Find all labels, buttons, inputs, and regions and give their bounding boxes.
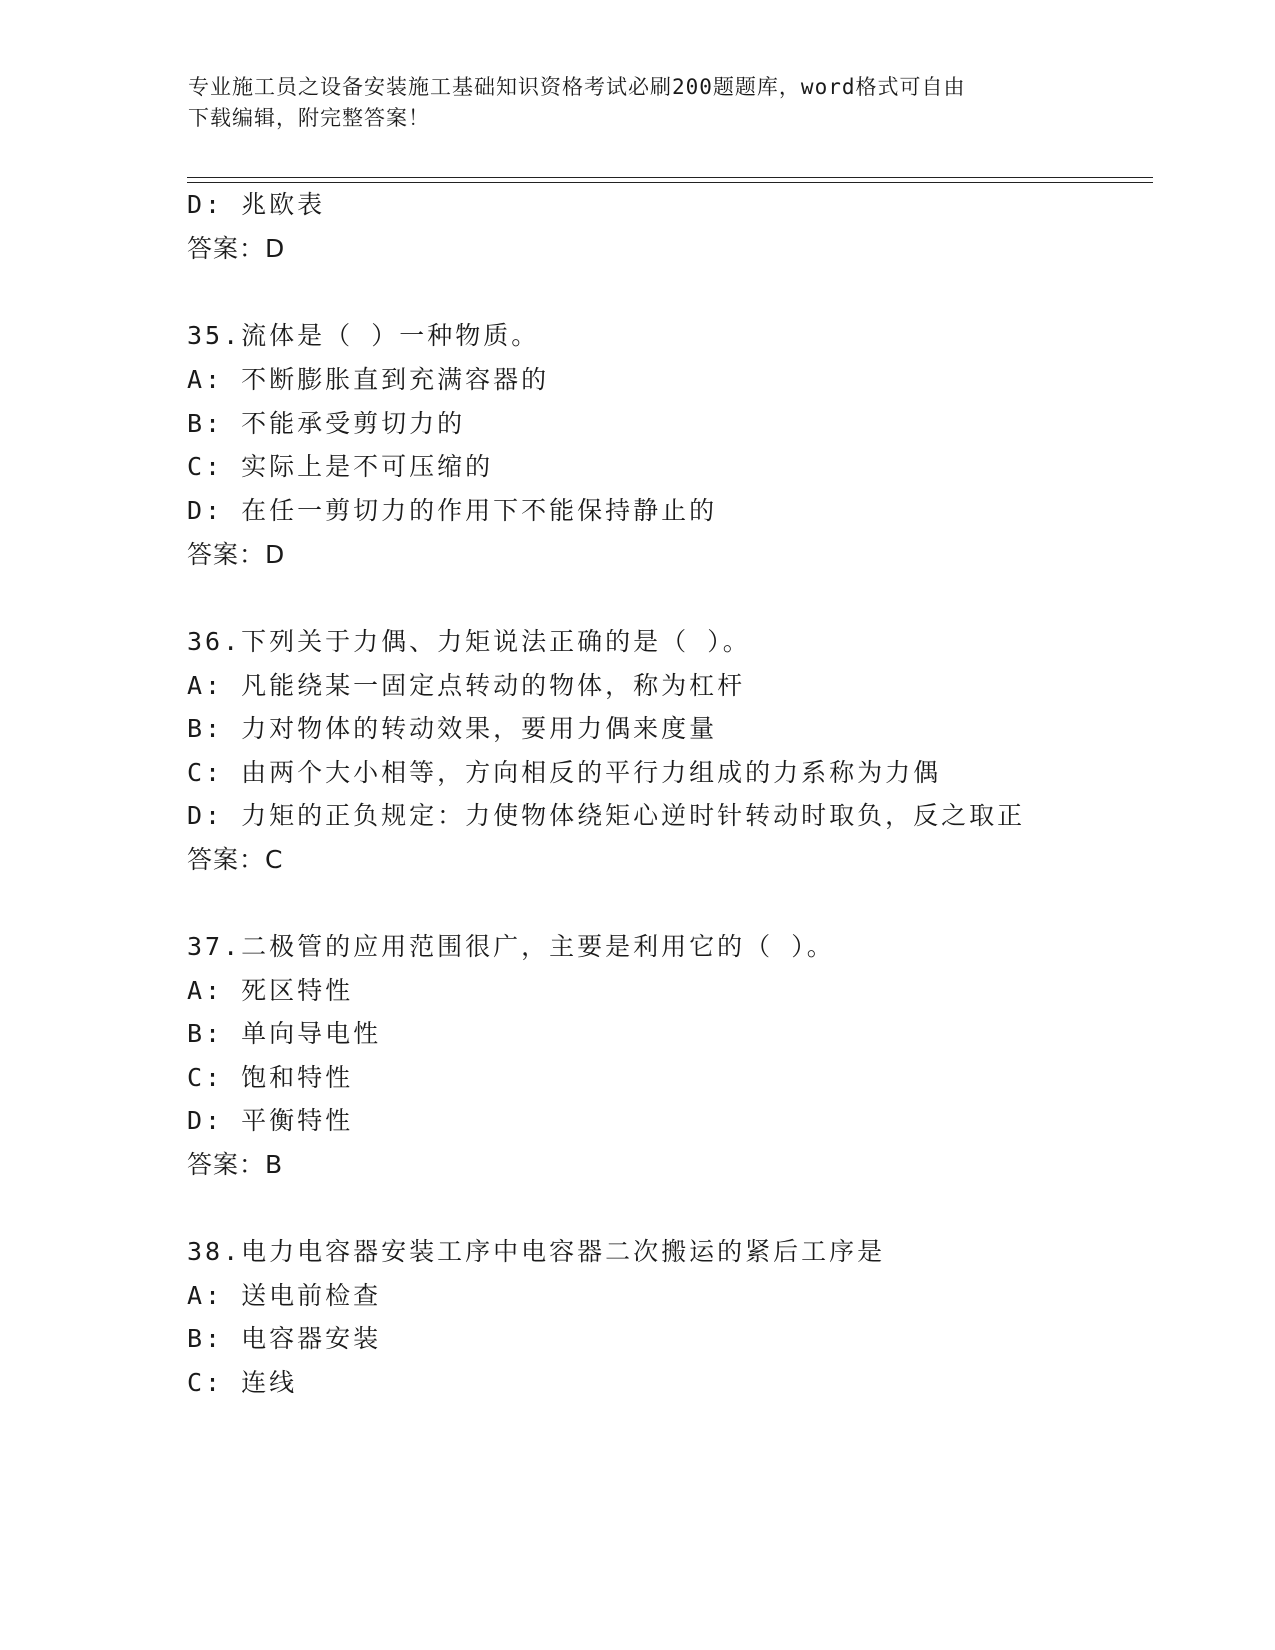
header-line-2: 下载编辑，附完整答案！ [188, 106, 430, 130]
q36-stem: 36.下列关于力偶、力矩说法正确的是（ ）。 [187, 627, 751, 656]
q35-answer: 答案：D [187, 540, 286, 569]
q36-option-d: D: 力矩的正负规定：力使物体绕矩心逆时针转动时取负，反之取正 [187, 801, 1026, 830]
q35-option-a: A: 不断膨胀直到充满容器的 [187, 365, 550, 394]
header-divider-top [187, 177, 1153, 178]
q36-option-c: C: 由两个大小相等，方向相反的平行力组成的力系称为力偶 [187, 758, 942, 787]
q36-option-b: B: 力对物体的转动效果，要用力偶来度量 [187, 714, 718, 743]
q36-option-a: A: 凡能绕某一固定点转动的物体，称为杠杆 [187, 671, 746, 700]
q38-stem: 38.电力电容器安装工序中电容器二次搬运的紧后工序是 [187, 1237, 886, 1266]
q35-stem: 35.流体是（ ）一种物质。 [187, 321, 540, 350]
q37-stem: 37.二极管的应用范围很广，主要是利用它的（ ）。 [187, 932, 835, 961]
q35-option-d: D: 在任一剪切力的作用下不能保持静止的 [187, 496, 718, 525]
q38-option-b: B: 电容器安装 [187, 1324, 382, 1353]
q38-option-a: A: 送电前检查 [187, 1281, 382, 1310]
header-line-1: 专业施工员之设备安装施工基础知识资格考试必刷200题题库，word格式可自由 [188, 75, 966, 99]
q37-option-c: C: 饱和特性 [187, 1063, 354, 1092]
q35-option-b: B: 不能承受剪切力的 [187, 409, 466, 438]
prev-answer: 答案：D [187, 234, 286, 263]
page-header [188, 72, 1088, 134]
q35-option-c: C: 实际上是不可压缩的 [187, 452, 494, 481]
header-divider-bottom [187, 182, 1153, 183]
prev-option-d: D: 兆欧表 [187, 190, 326, 219]
q37-answer: 答案：B [187, 1150, 284, 1179]
q37-option-a: A: 死区特性 [187, 976, 354, 1005]
q37-option-b: B: 单向导电性 [187, 1019, 382, 1048]
q38-option-c: C: 连线 [187, 1368, 298, 1397]
q36-answer: 答案：C [187, 845, 284, 874]
q37-option-d: D: 平衡特性 [187, 1106, 354, 1135]
